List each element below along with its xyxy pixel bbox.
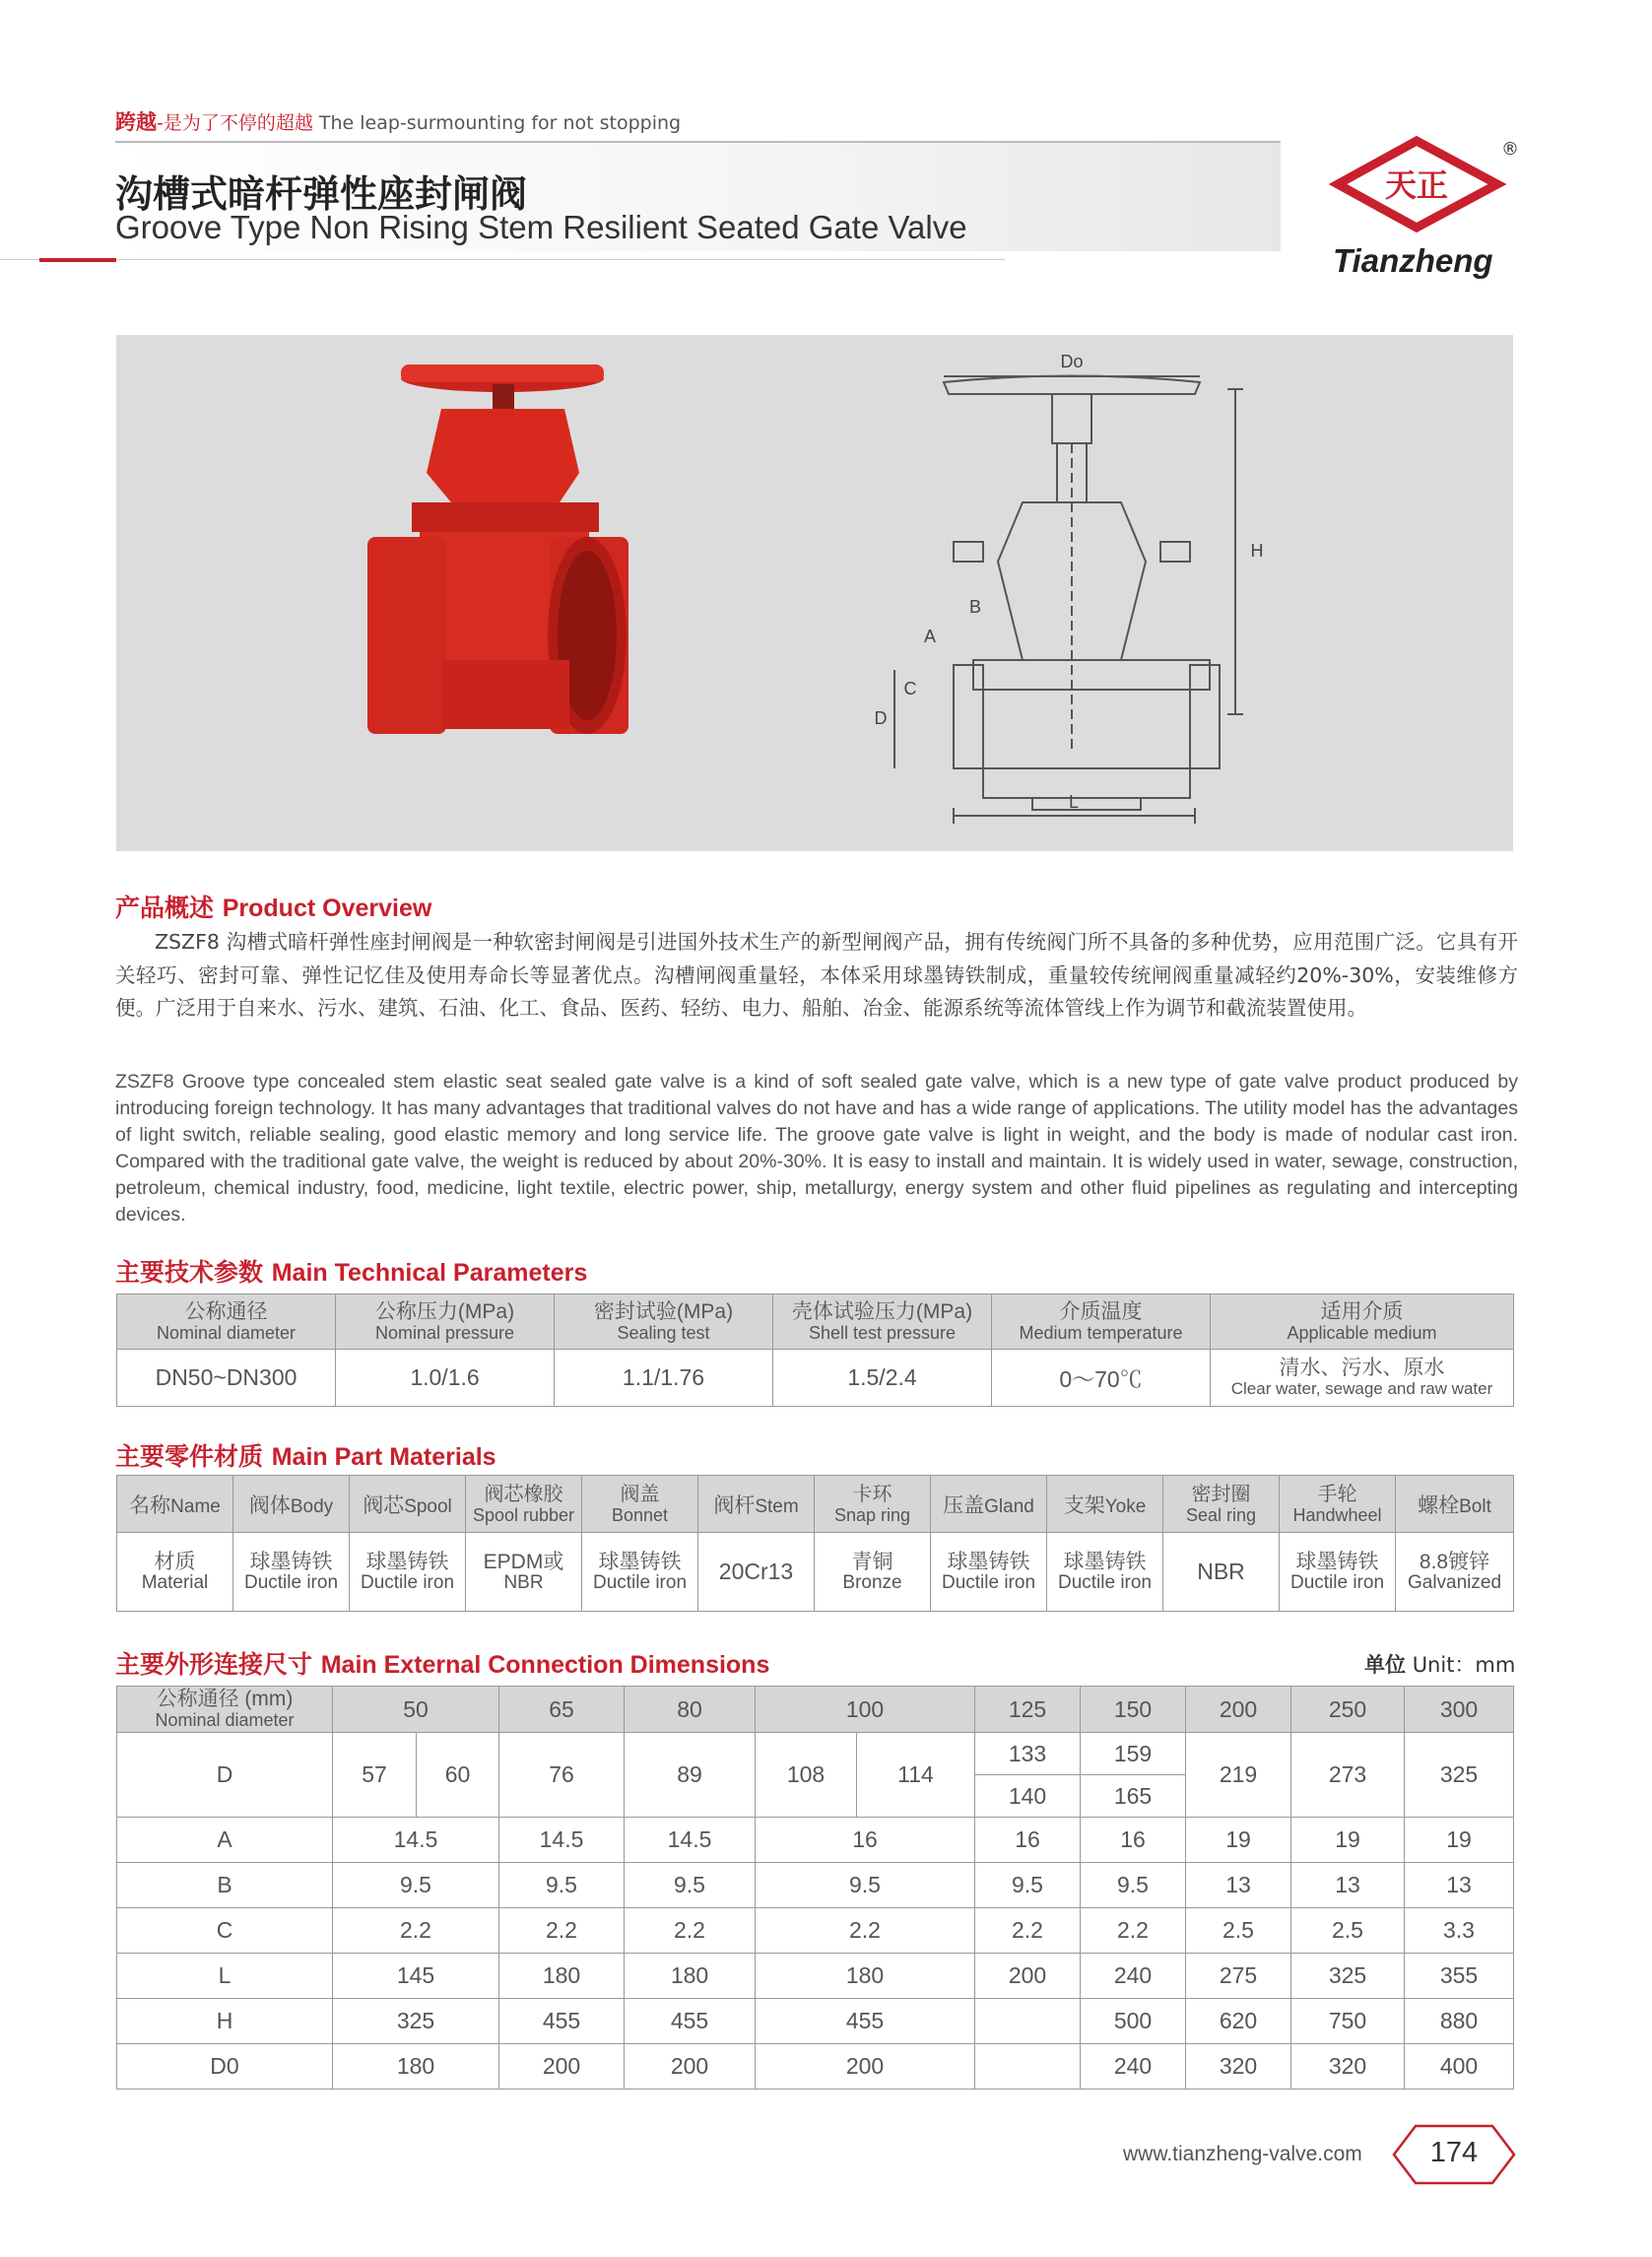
- tech-header-cell: 公称压力(MPa) Nominal pressure: [336, 1294, 555, 1350]
- materials-part-cell: 压盖Gland: [931, 1476, 1047, 1533]
- materials-part-cell: 支架Yoke: [1047, 1476, 1163, 1533]
- materials-value-row: [117, 1533, 1514, 1612]
- dims-row-label: D0: [117, 2044, 333, 2090]
- dims-d-cell: 219: [1186, 1733, 1291, 1818]
- dims-row-b: [117, 1863, 1514, 1908]
- dims-value-cell: 275: [1186, 1954, 1291, 1999]
- dims-value-cell: [975, 1999, 1081, 2044]
- dims-value-cell: 455: [756, 1999, 975, 2044]
- dims-value-cell: 750: [1291, 1999, 1405, 2044]
- tagline: [115, 106, 681, 136]
- materials-part-cell: 密封圈 Seal ring: [1163, 1476, 1280, 1533]
- tech-title-en: Main Technical Parameters: [271, 1259, 588, 1287]
- dims-header-label: 公称通径 (mm) Nominal diameter: [117, 1687, 333, 1733]
- dims-value-cell: 200: [756, 2044, 975, 2090]
- dims-value-cell: 13: [1291, 1863, 1405, 1908]
- section-title-tech: [115, 1253, 587, 1289]
- dimensions-table: [116, 1686, 1514, 2090]
- dims-value-cell: 240: [1081, 1954, 1186, 1999]
- tech-header-cell: 适用介质 Applicable medium: [1211, 1294, 1514, 1350]
- materials-part-cell: 名称Name: [117, 1476, 233, 1533]
- dims-row-label: C: [117, 1908, 333, 1954]
- dims-row-label: D: [117, 1733, 333, 1818]
- materials-value-cell: 8.8镀锌 Galvanized: [1396, 1533, 1514, 1612]
- tech-title-cn: 主要技术参数: [115, 1258, 264, 1287]
- section-title-dimensions: [115, 1645, 769, 1681]
- dims-value-cell: 2.2: [756, 1908, 975, 1954]
- tech-header-cell: 介质温度 Medium temperature: [992, 1294, 1211, 1350]
- dims-value-cell: 2.2: [975, 1908, 1081, 1954]
- tech-header-cell: 公称通径 Nominal diameter: [117, 1294, 336, 1350]
- title-underline: [0, 259, 1005, 260]
- label-l: L: [1068, 792, 1080, 812]
- dims-d-cell: 60: [417, 1733, 499, 1818]
- materials-part-cell: 阀芯橡胶 Spool rubber: [466, 1476, 582, 1533]
- dims-d-cell: 108: [756, 1733, 857, 1818]
- materials-value-cell: 球墨铸铁 Ductile iron: [233, 1533, 350, 1612]
- dims-d-cell: 133: [975, 1733, 1081, 1775]
- dims-value-cell: 325: [333, 1999, 499, 2044]
- dims-value-cell: 200: [975, 1954, 1081, 1999]
- registered-mark: ®: [1501, 139, 1519, 160]
- dims-size-cell: 125: [975, 1687, 1081, 1733]
- tech-value-cell: 1.5/2.4: [773, 1350, 992, 1407]
- dims-value-cell: 16: [1081, 1818, 1186, 1863]
- materials-header-row: [117, 1476, 1514, 1533]
- dims-d-cell: 76: [499, 1733, 625, 1818]
- dims-size-cell: 300: [1405, 1687, 1514, 1733]
- label-h: H: [1250, 541, 1264, 561]
- dims-value-cell: 16: [975, 1818, 1081, 1863]
- label-d: D: [874, 708, 888, 728]
- materials-part-cell: 阀芯Spool: [350, 1476, 466, 1533]
- page-title-en: Groove Type Non Rising Stem Resilient Seated Gate Valve: [115, 209, 967, 245]
- dims-value-cell: 9.5: [499, 1863, 625, 1908]
- dims-value-cell: 500: [1081, 1999, 1186, 2044]
- dims-value-cell: 180: [625, 1954, 756, 1999]
- tagline-en: The leap-surmounting for not stopping: [318, 112, 682, 134]
- dims-row-label: L: [117, 1954, 333, 1999]
- materials-value-cell: 20Cr13: [698, 1533, 815, 1612]
- materials-value-cell: NBR: [1163, 1533, 1280, 1612]
- dims-size-cell: 100: [756, 1687, 975, 1733]
- tech-value-cell: DN50~DN300: [117, 1350, 336, 1407]
- dims-row-label: A: [117, 1818, 333, 1863]
- dims-value-cell: 320: [1186, 2044, 1291, 2090]
- materials-table: [116, 1475, 1514, 1612]
- dims-value-cell: 19: [1405, 1818, 1514, 1863]
- dims-value-cell: 145: [333, 1954, 499, 1999]
- dims-value-cell: 880: [1405, 1999, 1514, 2044]
- materials-title-en: Main Part Materials: [271, 1443, 496, 1471]
- drawing-labels: [875, 352, 1264, 812]
- tech-header-row: [117, 1294, 1514, 1350]
- dims-value-cell: 455: [499, 1999, 625, 2044]
- dims-value-cell: 19: [1291, 1818, 1405, 1863]
- label-b: B: [968, 597, 982, 617]
- dims-row-c: [117, 1908, 1514, 1954]
- dims-value-cell: 2.2: [333, 1908, 499, 1954]
- section-title-overview: [115, 889, 431, 924]
- dims-d-cell: 159: [1081, 1733, 1186, 1775]
- dims-value-cell: 355: [1405, 1954, 1514, 1999]
- materials-title-cn: 主要零件材质: [115, 1442, 264, 1471]
- logo-chars: 天正: [1384, 166, 1449, 204]
- tech-value-row: [117, 1350, 1514, 1407]
- materials-value-cell: 青铜 Bronze: [815, 1533, 931, 1612]
- title-underline-accent: [39, 258, 116, 262]
- tech-header-cell: 壳体试验压力(MPa) Shell test pressure: [773, 1294, 992, 1350]
- dims-header-row: [117, 1687, 1514, 1733]
- dims-title-cn: 主要外形连接尺寸: [115, 1650, 313, 1679]
- dims-row-label: H: [117, 1999, 333, 2044]
- dims-d-cell: 140: [975, 1775, 1081, 1818]
- dims-value-cell: 2.2: [625, 1908, 756, 1954]
- dims-value-cell: 2.5: [1291, 1908, 1405, 1954]
- dims-value-cell: 325: [1291, 1954, 1405, 1999]
- dims-value-cell: 13: [1405, 1863, 1514, 1908]
- dims-value-cell: 320: [1291, 2044, 1405, 2090]
- dims-value-cell: [975, 2044, 1081, 2090]
- dims-d-cell: 273: [1291, 1733, 1405, 1818]
- dims-value-cell: 9.5: [975, 1863, 1081, 1908]
- dims-d-cell: 57: [333, 1733, 417, 1818]
- dims-value-cell: 9.5: [333, 1863, 499, 1908]
- dims-value-cell: 9.5: [1081, 1863, 1186, 1908]
- product-illustration: [116, 335, 1513, 851]
- dims-title-en: Main External Connection Dimensions: [320, 1651, 770, 1679]
- tech-params-table: [116, 1294, 1514, 1407]
- label-a: A: [923, 627, 937, 646]
- materials-value-cell: 材质 Material: [117, 1533, 233, 1612]
- dims-value-cell: 200: [499, 2044, 625, 2090]
- overview-title-en: Product Overview: [222, 895, 432, 922]
- section-title-materials: [115, 1437, 496, 1473]
- tech-value-cell: 0～70℃: [992, 1350, 1211, 1407]
- page-header: [0, 0, 1652, 296]
- tagline-emphasis: 跨越: [115, 110, 157, 134]
- materials-value-cell: 球墨铸铁 Ductile iron: [931, 1533, 1047, 1612]
- dims-value-cell: 400: [1405, 2044, 1514, 2090]
- materials-part-cell: 阀体Body: [233, 1476, 350, 1533]
- product-image-panel: [116, 335, 1513, 851]
- dims-value-cell: 9.5: [756, 1863, 975, 1908]
- label-c: C: [903, 679, 917, 698]
- dims-value-cell: 9.5: [625, 1863, 756, 1908]
- tagline-cn: -是为了不停的超越: [157, 112, 313, 134]
- dims-d-cell: 325: [1405, 1733, 1514, 1818]
- dims-rows: [117, 1818, 1514, 2090]
- dims-value-cell: 14.5: [499, 1818, 625, 1863]
- valve-dimension-drawing: [894, 376, 1243, 825]
- tech-header-cell: 密封试验(MPa) Sealing test: [555, 1294, 773, 1350]
- valve-photo: [367, 365, 628, 734]
- materials-part-cell: 螺栓Bolt: [1396, 1476, 1514, 1533]
- materials-value-cell: 球墨铸铁 Ductile iron: [582, 1533, 698, 1612]
- dims-size-cell: 65: [499, 1687, 625, 1733]
- dims-size-cell: 150: [1081, 1687, 1186, 1733]
- materials-part-cell: 卡环 Snap ring: [815, 1476, 931, 1533]
- dims-value-cell: 455: [625, 1999, 756, 2044]
- materials-part-cell: 手轮 Handwheel: [1280, 1476, 1396, 1533]
- tech-medium-cell: 清水、污水、原水 Clear water, sewage and raw water: [1211, 1350, 1514, 1407]
- logo-wordmark: Tianzheng: [1333, 242, 1493, 279]
- dims-d-cell: 89: [625, 1733, 756, 1818]
- dims-d-cell: 114: [857, 1733, 975, 1818]
- page-title-cn: 沟槽式暗杆弹性座封闸阀: [115, 172, 528, 216]
- dims-d-cell: 165: [1081, 1775, 1186, 1818]
- materials-value-cell: EPDM或 NBR: [466, 1533, 582, 1612]
- dims-size-cell: 80: [625, 1687, 756, 1733]
- dims-row-label: B: [117, 1863, 333, 1908]
- dims-row-a: [117, 1818, 1514, 1863]
- dims-value-cell: 2.2: [1081, 1908, 1186, 1954]
- dims-value-cell: 13: [1186, 1863, 1291, 1908]
- materials-part-cell: 阀杆Stem: [698, 1476, 815, 1533]
- dims-value-cell: 180: [499, 1954, 625, 1999]
- tech-value-cell: 1.1/1.76: [555, 1350, 773, 1407]
- dims-value-cell: 16: [756, 1818, 975, 1863]
- label-do: Do: [1060, 352, 1084, 371]
- materials-value-cell: 球墨铸铁 Ductile iron: [1280, 1533, 1396, 1612]
- dims-value-cell: 200: [625, 2044, 756, 2090]
- dims-row-d0: [117, 2044, 1514, 2090]
- materials-value-cell: 球墨铸铁 Ductile iron: [1047, 1533, 1163, 1612]
- tech-value-cell: 1.0/1.6: [336, 1350, 555, 1407]
- dims-value-cell: 3.3: [1405, 1908, 1514, 1954]
- materials-value-cell: 球墨铸铁 Ductile iron: [350, 1533, 466, 1612]
- dims-value-cell: 2.2: [499, 1908, 625, 1954]
- overview-text-cn: ZSZF8 沟槽式暗杆弹性座封闸阀是一种软密封闸阀是引进国外技术生产的新型闸阀产品，拥有传统阀门所不具备的多种优势，应用范围广泛。它具有开关轻巧、密封可靠、弹性记忆佳及使用寿命长等显著优点。沟槽闸阀重量轻，本体采用球墨铸铁制成，重量较传统闸阀重量减轻约20%-30%，安装维修方便。广泛用于自来水、污水、建筑、石油、化工、食品、医药、轻纺、电力、船舶、冶金、能源系统等流体管线上作为调节和截流装置使用。: [115, 930, 1518, 1020]
- dims-value-cell: 620: [1186, 1999, 1291, 2044]
- dims-value-cell: 180: [756, 1954, 975, 1999]
- dims-size-cell: 50: [333, 1687, 499, 1733]
- dims-row-h: [117, 1999, 1514, 2044]
- overview-title-cn: 产品概述: [115, 894, 215, 922]
- page-number: 174: [1429, 2137, 1479, 2168]
- dims-size-cell: 200: [1186, 1687, 1291, 1733]
- dims-size-cell: 250: [1291, 1687, 1405, 1733]
- dims-value-cell: 14.5: [333, 1818, 499, 1863]
- unit-label: 单位 Unit：mm: [1364, 1653, 1516, 1677]
- dims-value-cell: 180: [333, 2044, 499, 2090]
- dims-row-l: [117, 1954, 1514, 1999]
- dims-value-cell: 19: [1186, 1818, 1291, 1863]
- dims-d-row: [117, 1733, 1514, 1775]
- dims-value-cell: 14.5: [625, 1818, 756, 1863]
- footer-url: www.tianzheng-valve.com: [1123, 2143, 1362, 2165]
- dims-value-cell: 2.5: [1186, 1908, 1291, 1954]
- overview-text-en: ZSZF8 Groove type concealed stem elastic seat sealed gate valve is a kind of soft sealed gate valve, which is a new type of gate valve product produced by introducing foreign technology. It has many advantages that traditional valves do not have and has a wide range of applications. The utility model has the advantages of light switch, reliable sealing, good elastic memory and long service life. The groove gate valve is light in weight, and the body is made of nodular cast iron. Compared with the traditional gate valve, the weight is reduced by about 20%-30%. It is easy to install and maintain. It is widely used in water, sewage, construction, petroleum, chemical industry, food, medicine, light textile, electric power, ship, metallurgy, energy system and other fluid pipelines as regulating and intercepting devices.: [115, 1071, 1518, 1226]
- dims-value-cell: 240: [1081, 2044, 1186, 2090]
- materials-part-cell: 阀盖 Bonnet: [582, 1476, 698, 1533]
- page-number-badge: [1392, 2123, 1516, 2186]
